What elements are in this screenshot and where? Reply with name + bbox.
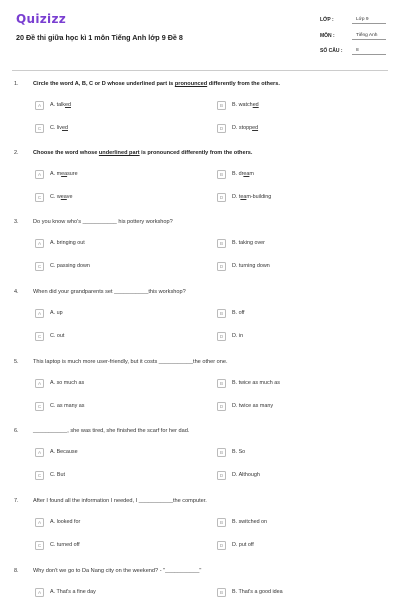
question-text <box>33 150 252 156</box>
option-text <box>232 403 273 409</box>
option-text-segment: m <box>249 171 254 177</box>
meta-question-count-value: 8 <box>352 46 386 55</box>
option-text <box>232 171 254 177</box>
option-text-segment: D. put off <box>232 542 254 548</box>
question-text-segment: differently from the others. <box>207 81 280 87</box>
option-text-underlined: ea <box>60 194 67 200</box>
option-text-segment: C. out <box>50 333 65 339</box>
option-letter-box[interactable]: D <box>217 262 226 271</box>
header-divider <box>12 70 388 71</box>
quizizz-logo: Quizizz <box>16 12 67 26</box>
option-text-segment: B. taking over <box>232 240 265 246</box>
question-text-segment: After I found all the information I needed, I ___________the computer. <box>33 498 207 504</box>
option-text-segment: A. looked for <box>50 519 81 525</box>
option-text-segment: B. So <box>232 449 246 455</box>
question-text <box>33 498 207 504</box>
option-text <box>50 194 73 200</box>
question-number: 2. <box>14 150 19 156</box>
option-letter-box[interactable]: D <box>217 541 226 550</box>
meta-subject-label: MÔN : <box>320 33 335 39</box>
question-text-segment: When did your grandparents set ___________this workshop? <box>33 289 186 295</box>
option-text-segment: D. turning down <box>232 263 270 269</box>
option-text-underlined: ea <box>240 194 247 200</box>
option-text <box>232 194 271 200</box>
option-letter-box[interactable]: A <box>35 518 44 527</box>
option-text <box>50 380 84 386</box>
option-text-segment: C. passing down <box>50 263 90 269</box>
option-text-underlined: ea <box>61 171 68 177</box>
option-letter-box[interactable]: D <box>217 332 226 341</box>
question-number: 5. <box>14 359 19 365</box>
option-letter-box[interactable]: C <box>35 332 44 341</box>
option-text <box>50 519 80 525</box>
option-letter-box[interactable]: C <box>35 541 44 550</box>
option-letter-box[interactable]: A <box>35 379 44 388</box>
option-text-segment: A. bringing out <box>50 240 85 246</box>
question-text-segment: ___________, she was tired, she finished the scarf for her dad. <box>33 428 190 434</box>
option-letter-box[interactable]: B <box>217 239 226 248</box>
option-letter-box[interactable]: A <box>35 239 44 248</box>
question-text <box>33 359 228 365</box>
option-text-segment: C. liv <box>50 125 62 131</box>
option-text-segment: A. up <box>50 310 63 316</box>
question-text-segment: Do you know who's ___________ his pottery workshop? <box>33 219 173 225</box>
option-text-segment: D. twice as many <box>232 403 274 409</box>
option-text <box>50 542 80 548</box>
question-text-segment: Choose the word whose <box>33 150 99 156</box>
option-text <box>50 240 85 246</box>
option-letter-box[interactable]: B <box>217 588 226 597</box>
meta-subject <box>318 30 388 42</box>
option-text-segment: ve <box>66 194 73 200</box>
question-text <box>33 428 189 434</box>
option-letter-box[interactable]: A <box>35 309 44 318</box>
option-text <box>50 449 78 455</box>
question-text-segment: This laptop is much more user-friendly, but it costs ___________the other one. <box>33 359 228 365</box>
option-letter-box[interactable]: C <box>35 402 44 411</box>
option-text-segment: B. dr <box>232 171 244 177</box>
option-letter-box[interactable]: B <box>217 170 226 179</box>
option-text-underlined: ea <box>243 171 250 177</box>
meta-question-count-label: SỐ CÂU : <box>320 48 343 54</box>
question-number: 4. <box>14 289 19 295</box>
option-text-segment: B. switched on <box>232 519 268 525</box>
option-text <box>232 519 267 525</box>
worksheet-header <box>0 0 400 70</box>
question-text <box>33 568 201 574</box>
option-text-underlined: ed <box>64 102 71 108</box>
question-text-underlined: pronounced <box>174 81 208 87</box>
question-text <box>33 289 186 295</box>
option-text-segment: C. But <box>50 472 65 478</box>
question-text-segment: is pronounced differently from the others. <box>139 150 253 156</box>
option-text-segment: A. Because <box>50 449 78 455</box>
option-text <box>232 333 243 339</box>
option-text-segment: B. twice as much as <box>232 380 280 386</box>
question-number: 8. <box>14 568 19 574</box>
option-text <box>232 125 258 131</box>
question-number: 6. <box>14 428 19 434</box>
option-letter-box[interactable]: A <box>35 448 44 457</box>
option-text-segment: D. Although <box>232 472 260 478</box>
option-text <box>232 263 270 269</box>
option-letter-box[interactable]: D <box>217 124 226 133</box>
option-letter-box[interactable]: C <box>35 471 44 480</box>
option-text <box>232 380 280 386</box>
meta-subject-value: Tiếng Anh <box>352 31 386 40</box>
option-letter-box[interactable]: B <box>217 518 226 527</box>
option-letter-box[interactable]: C <box>35 262 44 271</box>
meta-question-count <box>318 45 388 57</box>
option-text-segment: C. as many as <box>50 403 85 409</box>
option-text-segment: A. m <box>50 171 62 177</box>
option-text <box>50 102 71 108</box>
option-text <box>232 449 245 455</box>
option-text <box>50 403 84 409</box>
question-number: 1. <box>14 81 19 87</box>
option-letter-box[interactable]: A <box>35 170 44 179</box>
meta-grade <box>318 14 388 26</box>
option-text-segment: B. That's a good idea <box>232 589 283 595</box>
option-letter-box[interactable]: B <box>217 379 226 388</box>
question-text-segment: Circle the word A, B, C or D whose underlined part is <box>33 81 175 87</box>
option-letter-box[interactable]: D <box>217 402 226 411</box>
option-text <box>50 125 68 131</box>
option-text-segment: D. in <box>232 333 244 339</box>
option-text <box>232 589 283 595</box>
meta-grade-label: LỚP : <box>320 17 334 23</box>
option-text <box>50 263 90 269</box>
option-text <box>232 240 265 246</box>
option-letter-box[interactable]: A <box>35 588 44 597</box>
question-text-underlined: underlined part <box>98 150 140 156</box>
option-text-segment: A. so much as <box>50 380 85 386</box>
option-text-segment: B. off <box>232 310 245 316</box>
option-letter-box[interactable]: C <box>35 193 44 202</box>
option-text-segment: C. turned off <box>50 542 80 548</box>
meta-grade-value: Lớp 9 <box>352 15 386 24</box>
question-text <box>33 81 280 87</box>
option-text-segment: C. w <box>50 194 61 200</box>
option-letter-box[interactable]: B <box>217 448 226 457</box>
option-text <box>232 472 260 478</box>
question-text <box>33 219 173 225</box>
option-text <box>50 589 96 595</box>
option-letter-box[interactable]: C <box>35 124 44 133</box>
option-text-segment: D. stopp <box>232 125 253 131</box>
option-text-underlined: ed <box>252 125 259 131</box>
option-text <box>50 472 65 478</box>
option-letter-box[interactable]: B <box>217 101 226 110</box>
option-text <box>232 542 254 548</box>
option-letter-box[interactable]: A <box>35 101 44 110</box>
option-text-underlined: ed <box>252 102 259 108</box>
option-letter-box[interactable]: D <box>217 193 226 202</box>
option-text-underlined: ed <box>61 125 68 131</box>
option-text-segment: D. t <box>232 194 241 200</box>
option-text <box>50 171 78 177</box>
option-text <box>232 102 259 108</box>
worksheet-title: 20 Đề thi giữa học kì 1 môn Tiếng Anh lớp 9 Đề 8 <box>16 33 183 42</box>
question-text-segment: Why don't we go to Da Nang city on the weekend? - "___________" <box>33 568 202 574</box>
option-letter-box[interactable]: D <box>217 471 226 480</box>
question-number: 7. <box>14 498 19 504</box>
option-text <box>50 310 63 316</box>
option-text-segment: A. talk <box>50 102 65 108</box>
question-number: 3. <box>14 219 19 225</box>
option-text-segment: B. watch <box>232 102 253 108</box>
option-text-segment: m-building <box>246 194 272 200</box>
option-text <box>50 333 64 339</box>
option-text-segment: A. That's a fine day <box>50 589 96 595</box>
option-text-segment: sure <box>67 171 78 177</box>
option-letter-box[interactable]: B <box>217 309 226 318</box>
option-text <box>232 310 245 316</box>
